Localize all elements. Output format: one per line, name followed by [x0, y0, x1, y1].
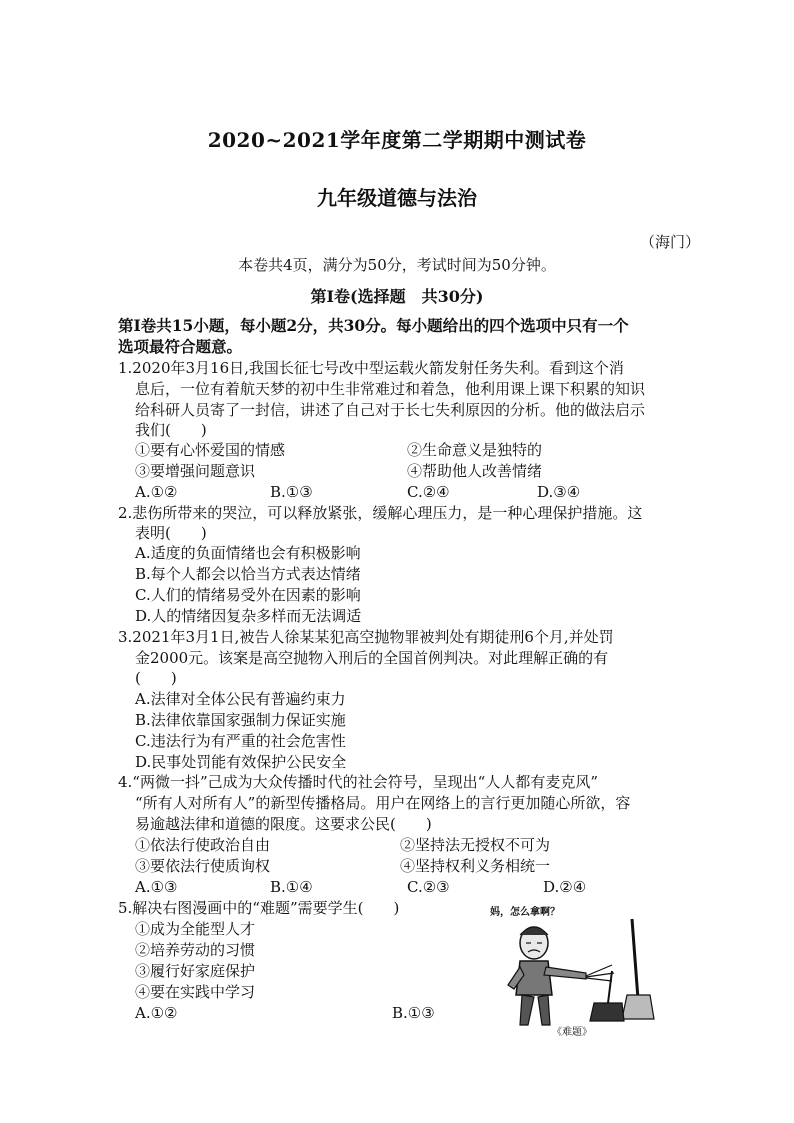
cartoon-dustpan [590, 1003, 624, 1021]
cartoon-caption: 《难题》 [552, 1027, 592, 1038]
q2-option-c: C.人们的情绪易受外在因素的影响 [135, 586, 361, 604]
q2-option-a: A.适度的负面情绪也会有积极影响 [135, 544, 361, 562]
q5-option-a: A.①② [135, 1004, 178, 1022]
q4-option-b: B.①④ [270, 878, 313, 896]
q5-stem: 5.解决右图漫画中的“难题”需要学生( ) [118, 899, 400, 917]
q4-item: ②坚持法无授权不可为 [400, 836, 551, 854]
q5-item: ①成为全能型人才 [135, 920, 256, 938]
region-label: （海门） [640, 233, 701, 251]
cartoon-dustpan-handle [608, 971, 612, 1003]
q3-stem-line: 金2000元。该案是高空抛物入刑后的全国首例判决。对此理解正确的有 [135, 649, 609, 667]
q4-option-a: A.①③ [135, 878, 178, 896]
q3-option-b: B.法律依靠国家强制力保证实施 [135, 711, 346, 729]
q4-item: ④坚持权利义务相统一 [400, 857, 551, 875]
q1-stem-line: 息后，一位有着航天梦的初中生非常难过和着急，他利用课上课下积累的知识 [135, 380, 646, 398]
q4-item: ③要依法行使质询权 [135, 857, 271, 875]
q1-item: ②生命意义是独特的 [407, 441, 543, 459]
q2-stem-line: 表明( ) [135, 524, 207, 542]
exam-subtitle: 九年级道德与法治 [317, 186, 477, 210]
cartoon-drawing [482, 899, 672, 1039]
q1-option-b: B.①③ [270, 483, 313, 501]
q2-option-b: B.每个人都会以恰当方式表达情绪 [135, 565, 361, 583]
q3-stem-line: 3.2021年3月1日,被告人徐某某犯高空抛物罪被判处有期徒刑6个月,并处罚 [118, 628, 614, 646]
q1-option-d: D.③④ [537, 483, 581, 501]
cartoon-broom-head [622, 995, 654, 1019]
q2-option-d: D.人的情绪因复杂多样而无法调适 [135, 607, 362, 625]
q4-stem-line: 易逾越法律和道德的限度。这要求公民( ) [135, 815, 432, 833]
q1-stem-line: 我们( ) [135, 421, 207, 439]
q4-stem-line: “所有人对所有人”的新型传播格局。用户在网络上的言行更加随心所欲，容 [135, 794, 631, 812]
cartoon-hair [520, 927, 548, 935]
q1-option-a: A.①② [135, 483, 178, 501]
q1-item: ③要增强问题意识 [135, 462, 256, 480]
q5-item: ④要在实践中学习 [135, 983, 256, 1001]
section-heading: 第Ⅰ卷(选择题 共30分) [310, 287, 484, 306]
cartoon-leg [520, 995, 534, 1025]
q5-item: ②培养劳动的习惯 [135, 941, 256, 959]
q1-stem-line: 1.2020年3月16日,我国长征七号改中型运载火箭发射任务失利。看到这个消 [118, 359, 624, 377]
q3-stem-line: ( ) [135, 669, 177, 687]
exam-info: 本卷共4页，满分为50分，考试时间为50分钟。 [238, 256, 556, 274]
q4-stem-line: 4.“两微一抖”己成为大众传播时代的社会符号，呈现出“人人都有麦克风” [118, 773, 598, 791]
cartoon-illustration [482, 899, 672, 1039]
q4-option-c: C.②③ [407, 878, 450, 896]
instruction-line-2: 选项最符合题意。 [118, 337, 243, 356]
exam-title: 2020~2021学年度第二学期期中测试卷 [207, 128, 587, 152]
cartoon-finger [586, 978, 612, 981]
q1-item: ①要有心怀爱国的情感 [135, 441, 286, 459]
cartoon-broom-handle [632, 919, 638, 999]
q3-option-c: C.违法行为有严重的社会危害性 [135, 732, 346, 750]
q1-stem-line: 给科研人员寄了一封信，讲述了自己对于长七失利原因的分析。他的做法启示 [135, 401, 646, 419]
cartoon-leg [538, 995, 550, 1025]
q1-option-c: C.②④ [407, 483, 450, 501]
q5-item: ③履行好家庭保护 [135, 962, 256, 980]
q4-item: ①依法行使政治自由 [135, 836, 271, 854]
q5-option-b: B.①③ [392, 1004, 435, 1022]
q2-stem-line: 2.悲伤所带来的哭泣，可以释放紧张，缓解心理压力，是一种心理保护措施。这 [118, 504, 643, 522]
instruction-line-1: 第Ⅰ卷共15小题，每小题2分，共30分。每小题给出的四个选项中只有一个 [118, 316, 629, 335]
q4-option-d: D.②④ [543, 878, 587, 896]
cartoon-speech: 妈，怎么拿啊？ [490, 907, 560, 918]
q3-option-d: D.民事处罚能有效保护公民安全 [135, 753, 347, 771]
q3-option-a: A.法律对全体公民有普遍约束力 [135, 690, 346, 708]
q1-item: ④帮助他人改善情绪 [407, 462, 543, 480]
